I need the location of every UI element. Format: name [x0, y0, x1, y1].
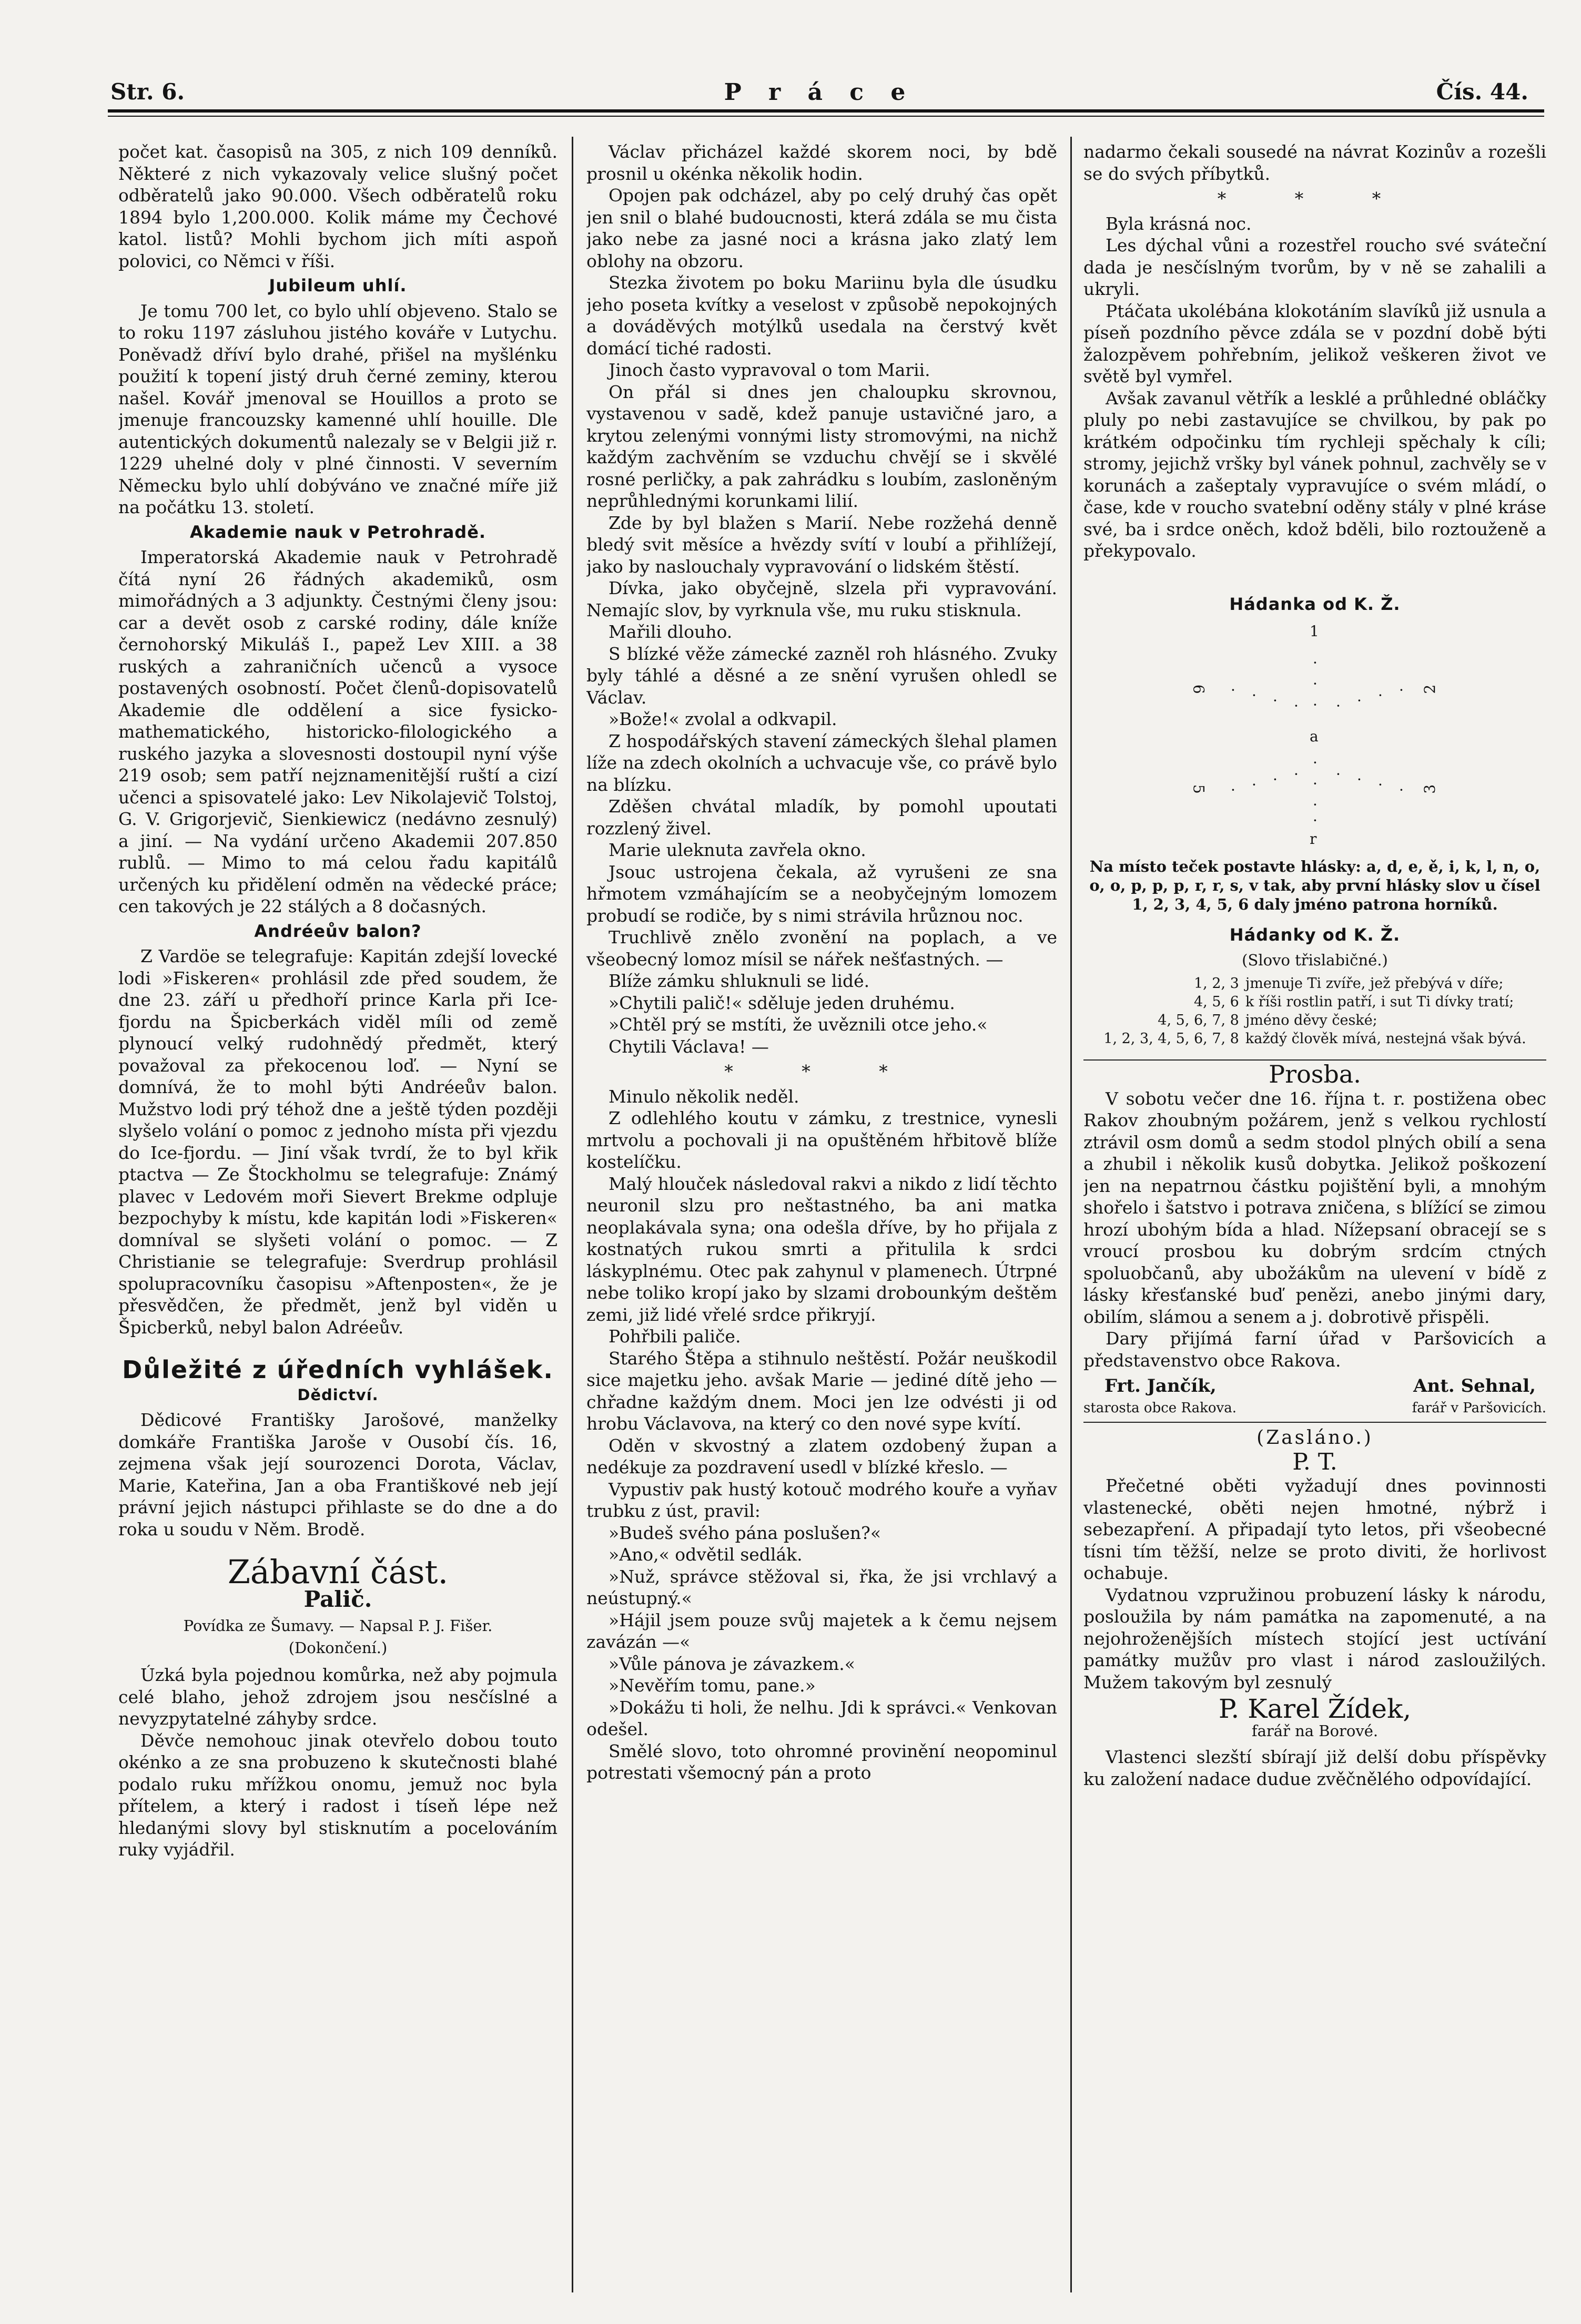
header-rule-thick	[108, 109, 1544, 113]
section-stars: * * *	[724, 1061, 919, 1082]
section-stars: * * *	[1217, 188, 1413, 209]
jubileum-heading: Jubileum uhlí.	[269, 276, 407, 295]
balon-article: Z Vardöe se telegrafuje: Kapitán zdejší lovecké lodi »Fiskeren« prohlásil zde před soudem, že dne 23. září u předhoří prince Karla při Ice-fjordu na Špicberkách viděl míli od země plynoucí velký rudohnědý předmět, který považoval za překocenou loď. — Nyní se domnívá, že to mohl býti Andréeův balon. Mužstvo lodi prý téhož dne a ještě týden později slyšelo volání o pomoc z jednoho místa při vjezdu do Ice-fjordu. — Jiní však tvrdí, že to byl křik ptactva — Ze Štockholmu se telegrafuje: Známý plavec v Ledovém moři Sievert Brekme odpluje bezpochyby k místu, kde kapitán lodi »Fiskeren« domníval se slyšeti volání o pomoc. — Z Christianie se telegrafuje: Sverdrup prohlásil spolupracovníku časopisu »Aftenposten«, že je přesvědčen, že předmět, jenž byl viděn u Špicberků, nebyl balon Adréeův.	[118, 946, 558, 1338]
signature-role: starosta obce Rakova.	[1083, 1400, 1237, 1416]
palic-continuation: (Dokončení.)	[288, 1638, 388, 1657]
story-paragraph: Jsouc ustrojena čekala, až vyrušeni ze sna hřmotem vzmáhajícím se a neobyčejným lomozem probudí se rodiče, by s nimi strávila hrůznou noc.	[586, 861, 1057, 926]
story-paragraph: Malý hlouček následoval rakvi a nikdo z lidí těchto neuronil slzu pro neštastného, ba ani matka neoplakávala syna; ona odešla dříve, by ho přijala z kostnatých rukou smrti a přitulila k srdci láskyplnému. Otec pak zahynul v plamenech. Útrpné nebe toliko kropí jako by slzami drobounkým deštěm zemi, již lidé vřelé srdce přikryjí.	[586, 1173, 1057, 1325]
akademie-article: Imperatorská Akademie nauk v Petrohradě čítá nyní 26 řádných akademiků, osm mimořádných a 3 adjunkty. Čestnými členy jsou: car a devět osob z carské rodiny, dále kníže černohorský Mikuláš I., papež Lev XIII. a 38 ruských a zahraničních učenců a vysoce postavených osobností. Počet členů-dopisovatelů Akademie dle oddělení a sice fysicko-mathematického, historicko-filologického a ruského jazyka a slovesnosti dostoupil nyní výše 219 osob; sem patří nejznamenitější ruští a cizí učenci a spisovatelé jako: Lev Nikolajevič Tolstoj, G. V. Grigorjevič, Sienkiewicz (nedávno zesnulý) a jiní. — Na vydání určeno Akademii 207.850 rublů. — Mimo to má celou řadu kapitálů určených ku přidělení odměn na vědecké práce; cen takových je 22 stálých a 8 dočasných.	[118, 547, 558, 916]
zaslano-text: Přečetné oběti vyžadují dnes povinnosti vlastenecké, oběti nejen hmotné, nýbrž i sebezapření. A připadají tyto letos, při všeobecné tísni tím těžší, nelze se proto diviti, že horlivost ochabuje.	[1083, 1475, 1546, 1583]
dedictvi-article: Dědicové Františky Jarošové, manželky domkáře Františka Jaroše v Ousobí čís. 16, zejmena však její sourozenci Dorota, Václav, Marie, Kateřina, Jan a oba Františkové neb její právní jejich nástupci přihlaste se do dne a do roka u soudu v Něm. Brodě.	[118, 1410, 558, 1540]
prosba-text: Dary přijímá farní úřad v Paršovicích a představenstvo obce Rakova.	[1083, 1328, 1546, 1371]
story-paragraph: S blízké věže zámecké zazněl roh hlásného. Zvuky byly táhlé a děsné a ze snění vyrušen ohledl se Václav.	[586, 643, 1057, 708]
story-paragraph: Opojen pak odcházel, aby po celý druhý čas opět jen snil o blahé budoucnosti, která zdála se mu čista jako nebe za jasné noci a krásna jako zlatý lem oblohy na obzoru.	[586, 185, 1057, 271]
story-paragraph: »Chtěl prý se mstíti, že uvěznili otce jeho.«	[609, 1014, 988, 1035]
story-paragraph: »Budeš svého pána poslušen?«	[609, 1522, 881, 1543]
column-2	[586, 141, 1057, 2276]
balon-heading: Andréeův balon?	[254, 921, 422, 941]
puzzle-bottom-letter: r	[1310, 830, 1317, 848]
signature-role: farář v Paršovicích.	[1412, 1400, 1546, 1416]
hadanky-heading: Hádanky od K. Ž.	[1229, 925, 1401, 945]
story-paragraph: Chytili Václava! —	[609, 1036, 769, 1057]
story-paragraph: nadarmo čekali sousedé na návrat Kozinův a rozešli se do svých příbytků.	[1083, 141, 1546, 184]
zidek-name: P. Karel Žídek,	[1218, 1694, 1412, 1724]
story-paragraph: Stezka životem po boku Mariinu byla dle úsudku jeho poseta kvítky a veselost v způsobě nepokojných a dováděvých motýlků usedala na čerstvý květ domácí tiché radosti.	[586, 272, 1057, 359]
story-paragraph: »Ano,« odvětil sedlák.	[609, 1544, 803, 1565]
story-paragraph: Minulo několik neděl.	[609, 1086, 799, 1107]
story-paragraph: Byla krásná noc.	[1106, 213, 1252, 234]
riddle-row: 4, 5, 6 k říši rostlin patří, i sut Ti dívky tratí;	[1193, 994, 1514, 1010]
story-paragraph: Blíže zámku shluknuli se lidé.	[609, 971, 870, 991]
story-paragraph: Ptáčata ukolébána klokotáním slavíků již usnula a píseň pozdního pěvce zdála se v pozdní době býti žalozpěvem pohřebním, jelikož veškeren život ve světě byl vymřel.	[1083, 300, 1546, 386]
story-paragraph: Pohřbili paliče.	[609, 1326, 741, 1347]
story-paragraph: Dívka, jako obyčejně, slzela při vypravování. Nemajíc slov, by vyrknula vše, mu ruku stisknula.	[586, 578, 1057, 620]
zidek-role: farář na Borové.	[1251, 1721, 1379, 1740]
puzzle-number: 6	[1190, 684, 1208, 694]
pt-heading: P. T.	[1292, 1448, 1337, 1475]
urednich-heading: Důležité z úředních vyhlášek.	[122, 1355, 554, 1384]
story-paragraph: »Nuž, správce stěžoval si, řka, že jsi vrchlavý a neústupný.«	[586, 1566, 1057, 1608]
intro-paragraph: počet kat. časopisů na 305, z nich 109 denníků. Některé z nich vykazovaly velice slušný počet odběratelů jako 90.000. Všech odběratelů roku 1894 bylo 1,200.000. Kolik máme my Čechové katol. listů? Mohli bychom jich míti aspoň polovici, co Němci v říši.	[118, 141, 558, 271]
story-paragraph: Z odlehlého koutu v zámku, z trestnice, vynesli mrtvolu a pochovali ji na opuštěném hřbitově blíže kostelíčku.	[586, 1108, 1057, 1172]
story-paragraph: »Chytili palič!« sděluje jeden druhému.	[609, 992, 955, 1013]
akademie-heading: Akademie nauk v Petrohradě.	[189, 522, 487, 542]
page-number: Str. 6.	[110, 79, 185, 105]
story-paragraph: Marie uleknuta zavřela okno.	[609, 840, 866, 860]
story-paragraph: »Bože!« zvolal a odkvapil.	[609, 709, 837, 729]
prosba-heading: Prosba.	[1269, 1060, 1361, 1088]
story-paragraph: Václav přicházel každé skorem noci, by bdě prosnil u okénka několik hodin.	[586, 141, 1057, 184]
column-3	[1083, 141, 1546, 2276]
story-paragraph: Smělé slovo, toto ohromné provinění neopominul potrestati všemocný pán a proto	[586, 1740, 1057, 1783]
puzzle-number: 3	[1421, 784, 1439, 794]
story-paragraph: Starého Štěpa a stihnulo neštěstí. Požár neuškodil sice majetku jeho. avšak Marie — jediné dítě jeho — chřadne každým dnem. Moci jen lze odvésti ji od hrobu Václavova, na který co den nové sype kvítí.	[586, 1348, 1057, 1434]
story-paragraph: Zděšen chvátal mladík, by pomohl upoutati rozzlený živel.	[586, 796, 1057, 839]
signature-name: Frt. Jančík,	[1104, 1375, 1217, 1397]
story-paragraph: Avšak zavanul větřík a lesklé a průhledné obláčky pluly po nebi zastavujíce se chvilkou, by pak po krátkém odpočinku tím rychleji spěchaly k cíli; stromy, jejichž vršky byl vánek pohnul, zachvěly se v korunách a zašeptaly vypravujíce o svém mládí, o čase, kde v roucho svatební oděny stály v plné kráse své, ba i srdce oněch, kdož bděli, bilo roztouženě a překypovalo.	[1083, 388, 1546, 561]
column-divider-2	[1070, 137, 1072, 2292]
story-paragraph: Les dýchal vůni a rozestřel roucho své sváteční dada je nesčíslným tvorům, by v ně se zahalili a ukryli.	[1083, 235, 1546, 299]
story-paragraph: »Dokážu ti holi, že nelhu. Jdi k správci.« Venkovan odešel.	[586, 1697, 1057, 1739]
prosba-text: V sobotu večer dne 16. října t. r. postižena obec Rakov zhoubným požárem, jenž s velkou rychlostí ztrávil osm domů a sedm stodol plných obilí a sena a zhubil i několik kusů dobytka. Jelikož poškození jen na nepatrnou částku pojištění byli, a mnohým shořelo i šatstvo i potrava zničena, s blížící se zimou hrozí ubohým bída a hlad. Nížepsaní obracejí se s vroucí prosbou ku dobrým srdcím ctných spoluobčanů, aby ubožákům na ulevení v bídě z lásky křesťanské buď penězi, anebo jinými dary, obilím, slámou a senem a j. dobrotivě přispěli.	[1083, 1088, 1546, 1327]
palic-title: Palič.	[303, 1586, 372, 1612]
story-paragraph: Jinoch často vypravoval o tom Marii.	[609, 360, 930, 380]
riddle-row: 1, 2, 3 jmenuje Ti zvíře, jež přebývá v díře;	[1193, 975, 1504, 992]
zaslano-text: Vlastenci slezští sbírají již delší dobu příspěvky ku založení nadace dudue zvěčnělého odpovídající.	[1083, 1747, 1546, 1789]
palic-subtitle: Povídka ze Šumavy. — Napsal P. J. Fišer.	[183, 1617, 493, 1635]
story-paragraph: On přál si dnes jen chaloupku skrovnou, vystavenou v sadě, kdež panuje ustavičné jaro, a krytou zelenými vonnými listy stromovými, na nichž každým zachvěním se vzduchu chvějí se i skvělé rosné perličky, a pak zahrádku s loubím, zasloněným neprůhlednými korunkami lilií.	[586, 381, 1057, 511]
story-paragraph: Zde by byl blažen s Marií. Nebe rozžehá denně bledý svit měsíce a hvězdy svítí v loubí a přihlížejí, jako by naslouchaly vypravování o lidském štěstí.	[586, 512, 1057, 577]
newspaper-title: P r á c e	[724, 79, 915, 106]
palic-paragraph: Úzká byla pojednou komůrka, než aby pojmula celé blaho, jehož zdrojem jsou nesčíslné a nevyzpytatelné záhyby srdce.	[118, 1665, 558, 1729]
riddle-row: 1, 2, 3, 4, 5, 6, 7, 8 každý člověk mívá, nestejná však bývá.	[1103, 1031, 1526, 1047]
puzzle-number: 1	[1310, 623, 1319, 640]
dedictvi-heading: Dědictví.	[297, 1385, 379, 1404]
story-paragraph: Truchlivě znělo zvonění na poplach, a ve všeobecný lomoz mísil se nářek nešťastných. —	[586, 927, 1057, 970]
hadanky-subtitle: (Slovo třislabičné.)	[1242, 951, 1388, 969]
story-paragraph: »Vůle pánova je závazkem.«	[609, 1653, 855, 1674]
story-paragraph: »Nevěřím tomu, pane.»	[609, 1675, 816, 1696]
issue-number: Čís. 44.	[1436, 79, 1528, 105]
hadanka-heading: Hádanka od K. Ž.	[1229, 594, 1401, 614]
story-paragraph: Z hospodářských stavení zámeckých šlehal plamen líže na zdech okolních a uchvacuje vše, co právě bylo na blízku.	[586, 730, 1057, 795]
signatures	[1083, 1371, 1546, 1416]
column-divider-1	[572, 137, 573, 2292]
riddle-diagram: 1 6 2 5 3 a r · · · · · · · · · · · · · · · · · · · · · · ·	[1210, 620, 1420, 852]
palic-paragraph: Děvče nemohouc jinak otevřelo dobou touto okénko a ze sna probuzeno k skutečnosti blahé podalo ruku mřížkou onomu, jemuž noc byla přítelem, a který i radost i tíseň lépe než hledanými slovy byl stisknutím a pocelováním ruky vyjádřil.	[118, 1730, 558, 1860]
column-1	[118, 141, 558, 2276]
story-paragraph: Mařili dlouho.	[609, 621, 733, 642]
story-paragraph: »Hájil jsem pouze svůj majetek a k čemu nejsem zavázán —«	[586, 1609, 1057, 1652]
zabavni-heading: Zábavní část.	[227, 1553, 449, 1591]
hadanka-instructions: Na místo teček postavte hlásky: a, d, e, ě, i, k, l, n, o, o, o, p, p, p, r, r, s, v tak, aby první hlásky slov u čísel 1, 2, 3, 4, 5, 6 daly jméno patrona horníků.	[1089, 858, 1541, 913]
puzzle-center-letter: a	[1310, 728, 1319, 745]
zaslano-heading: (Zasláno.)	[1256, 1427, 1373, 1449]
signature-name: Ant. Sehnal,	[1413, 1375, 1536, 1397]
jubileum-article: Je tomu 700 let, co bylo uhlí objeveno. Stalo se to roku 1197 zásluhou jistého kováře v Lutychu. Poněvadž dříví bylo drahé, přišel na myšlénku použití k topení jistý druh černé zeminy, kterou našel. Kovář jmenoval se Houillos a proto se jmenuje francouzsky kamenné uhlí houille. Dle autentických dokumentů nalezaly se v Belgii již r. 1229 uhelné doly v plné činnosti. V severním Německu bylo uhlí dobýváno ve značné míře již na počátku 13. století.	[118, 300, 558, 517]
puzzle-number: 5	[1190, 784, 1208, 794]
story-paragraph: Oděn v skvostný a zlatem ozdobený župan a nedékuje za pozdravení usedl v blízké křeslo. —	[586, 1435, 1057, 1477]
riddle-table	[1100, 974, 1529, 1048]
zaslano-text: Vydatnou vzpružinou probuzení lásky k národu, posloužila by nám památka na zapomenuté, a na nejohroženějších místech stojící jest uctívání památky mužův pro vlast i národ zasloužilých. Mužem takovým byl zesnulý	[1083, 1584, 1546, 1693]
story-paragraph: Vypustiv pak hustý kotouč modrého kouře a vyňav trubku z úst, pravil:	[586, 1479, 1057, 1521]
puzzle-number: 2	[1421, 684, 1439, 694]
header-rule-thin	[108, 116, 1544, 117]
riddle-row: 4, 5, 6, 7, 8 jméno děvy české;	[1158, 1012, 1377, 1028]
